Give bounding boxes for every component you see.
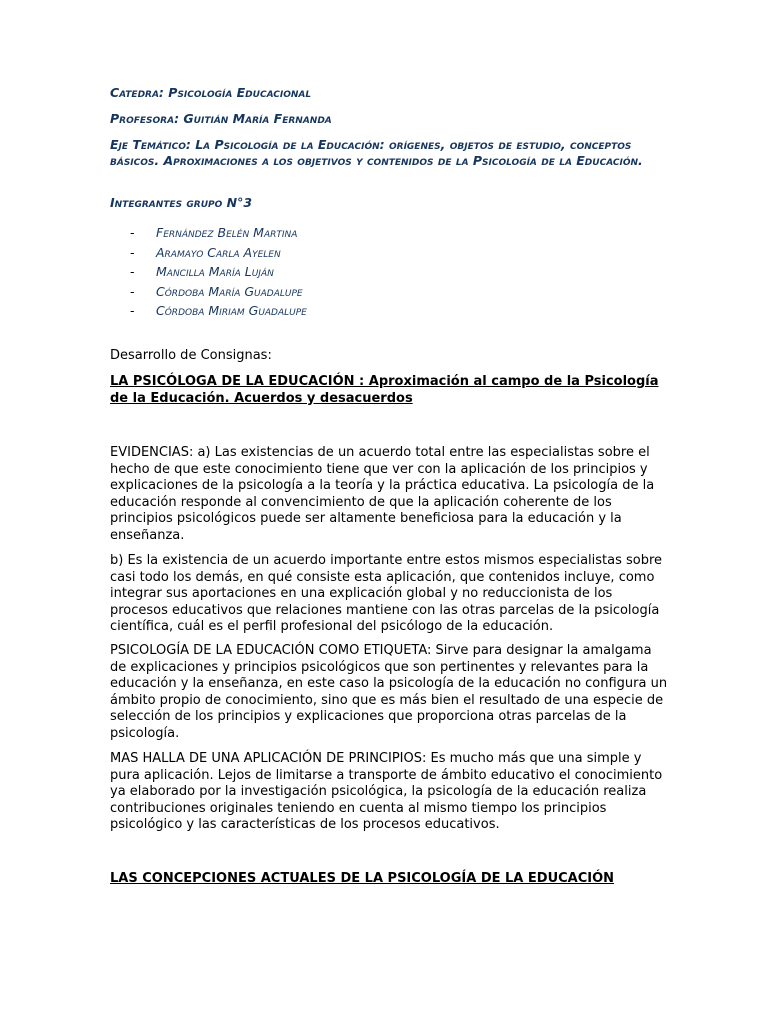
list-dash: - <box>130 264 135 280</box>
members-list <box>130 223 307 321</box>
catedra-line: Catedra: Psicología Educacional <box>110 85 312 100</box>
member-name: Aramayo Carla Ayelen <box>156 244 281 260</box>
list-dash: - <box>130 244 135 260</box>
list-item <box>130 301 307 321</box>
member-name: Fernández Belén Martina <box>156 225 298 240</box>
section-title-1: LA PSICÓLOGA DE LA EDUCACIÓN : Aproximación al campo de la Psicología de la Educación. Acuerdos y desacuerdos <box>110 374 659 406</box>
paragraph-b: b) Es la existencia de un acuerdo importante entre estos mismos especialistas sobre casi todo los demás, en qué consiste esta aplicación, que contenidos incluye, como integrar sus aportaciones en una explicación global y no reduccionista de los procesos educativos que relaciones mantiene con las otras parcelas de la psicología científica, cuál es el perfil profesional del psicólogo de la educación. <box>110 553 663 635</box>
list-item <box>130 223 307 243</box>
list-item <box>130 262 307 282</box>
list-item <box>130 282 307 302</box>
section-title-2: LAS CONCEPCIONES ACTUALES DE LA PSICOLOGÍA DE LA EDUCACIÓN <box>110 871 615 886</box>
paragraph-evidencias: EVIDENCIAS: a) Las existencias de un acuerdo total entre las especialistas sobre el hecho de que este conocimiento tiene que ver con la aplicación de los principios y explicaciones de la psicología a la teoría y la práctica educativa. La psicología de la educación responde al convencimiento de que la aplicación coherente de los principios psicológicos puede ser altamente beneficiosa para la educación y la enseñanza. <box>110 445 655 543</box>
list-dash: - <box>130 283 135 299</box>
member-name: Mancilla María Luján <box>156 264 274 280</box>
member-name: Córdoba Miriam Guadalupe <box>156 303 307 319</box>
eje-tematico-line: Eje Temático: La Psicología de la Educación: orígenes, objetos de estudio, conceptos básicos. Aproximaciones a los objetivos y contenidos de la Psicología de la Educación. <box>110 137 643 168</box>
intro-text: Desarrollo de Consignas: <box>110 348 272 363</box>
member-name: Córdoba María Guadalupe <box>156 283 303 299</box>
list-dash: - <box>130 303 135 319</box>
paragraph-aplicacion: MAS HALLA DE UNA APLICACIÓN DE PRINCIPIOS: Es mucho más que una simple y pura aplicación. Lejos de limitarse a transporte de ámbito educativo el conocimiento ya elaborado por la investigación psicológica, la psicología de la educación realiza contribuciones originales teniendo en cuenta al mismo tiempo los principios psicológico y las características de los procesos educativos. <box>110 751 663 833</box>
list-dash: - <box>130 225 135 240</box>
profesora-line: Profesora: Guitián María Fernanda <box>110 111 332 126</box>
paragraph-etiqueta: PSICOLOGÍA DE LA EDUCACIÓN COMO ETIQUETA: Sirve para designar la amalgama de explicaciones y principios psicológicos que son pertinentes y relevantes para la educación y la enseñanza, en este caso la psicología de la educación no configura un ámbito propio de conocimiento, sino que es más bien el resultado de una especie de selección de los principios y explicaciones que proporciona otras parcelas de la psicología. <box>110 643 668 741</box>
integrantes-label: Integrantes grupo N°3 <box>110 195 253 210</box>
list-item <box>130 243 307 263</box>
